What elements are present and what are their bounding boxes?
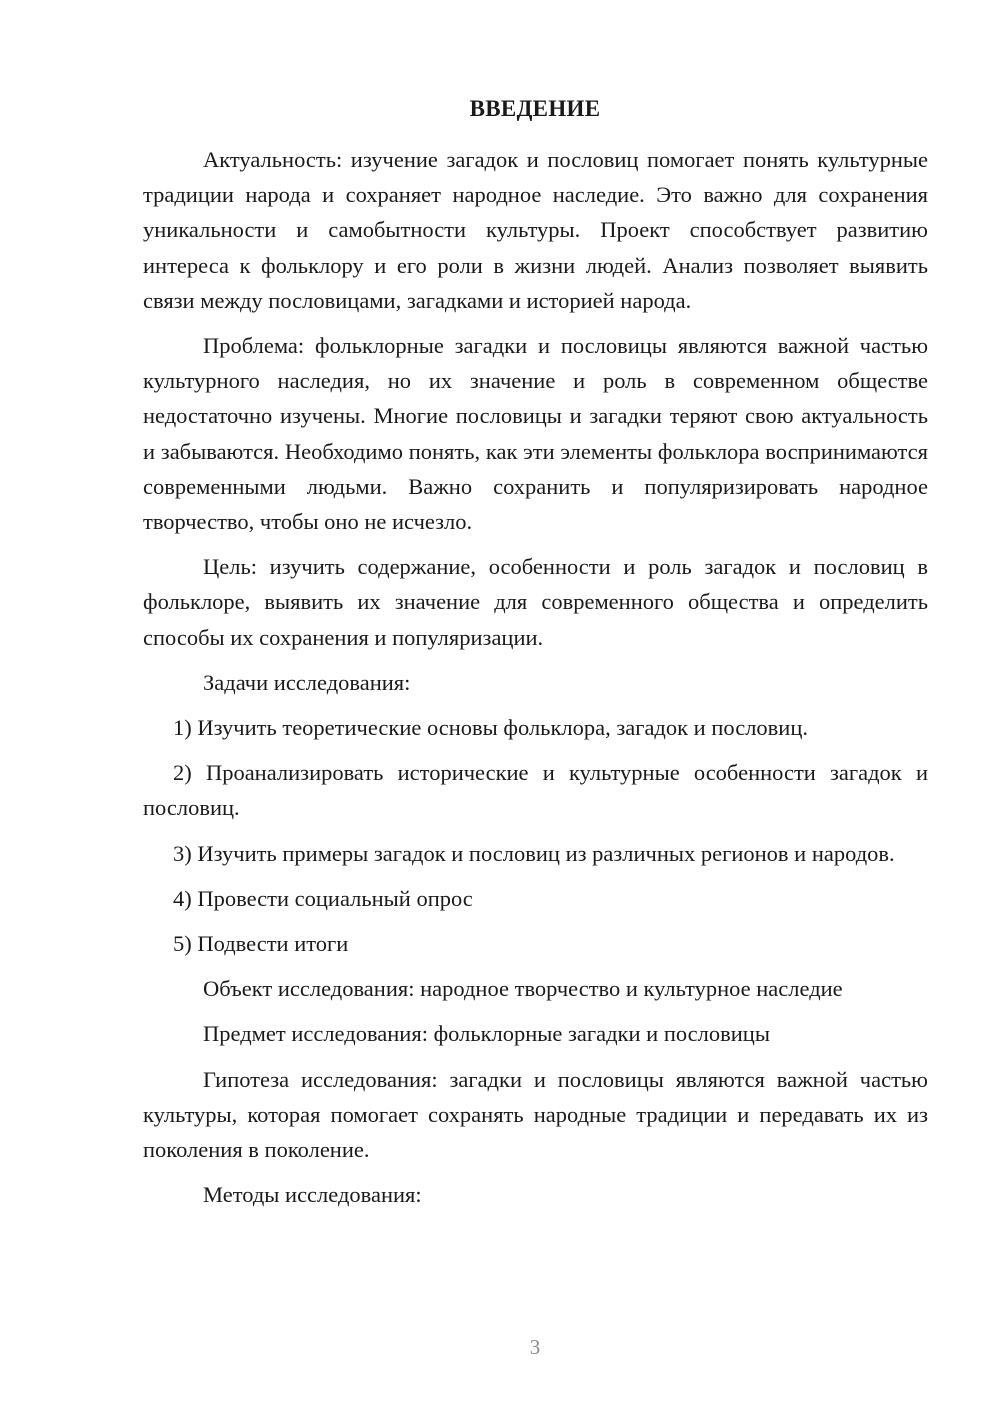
- paragraph-problem: Проблема: фольклорные загадки и пословицы являются важной частью культурного наследия, но их значение и роль в современном обществе недостаточно изучены. Многие пословицы и загадки теряют свою актуальность и забываются. Необходимо понять, как эти элементы фольклора воспринимаются современными людьми. Важно сохранить и популяризировать народное творчество, чтобы оно не исчезло.: [143, 333, 928, 535]
- task-item-4: 4) Провести социальный опрос: [173, 885, 473, 911]
- paragraph-hypothesis: Гипотеза исследования: загадки и пословицы являются важной частью культуры, которая помогает сохранять народные традиции и передавать их из поколения в поколение.: [143, 1066, 928, 1163]
- paragraph-goal: Цель: изучить содержание, особенности и роль загадок и пословиц в фольклоре, выявить их значение для современного общества и определить способы их сохранения и популяризации.: [143, 554, 928, 650]
- paragraph-object: Объект исследования: народное творчество и культурное наследие: [203, 976, 843, 1002]
- task-item-3: 3) Изучить примеры загадок и пословиц из различных регионов и народов.: [173, 840, 895, 866]
- task-item-5: 5) Подвести итоги: [173, 931, 349, 957]
- task-item-1: 1) Изучить теоретические основы фольклора, загадок и пословиц.: [173, 715, 808, 741]
- task-item-2: 2) Проанализировать исторические и культурные особенности загадок и пословиц.: [143, 760, 928, 821]
- paragraph-tasks-heading: Задачи исследования:: [203, 669, 411, 695]
- paragraph-relevance: Актуальность: изучение загадок и пословиц помогает понять культурные традиции народа и сохраняет народное наследие. Это важно для сохранения уникальности и самобытности культуры. Проект способствует развитию интереса к фольклору и его роли в жизни людей. Анализ позволяет выявить связи между пословицами, загадками и историей народа.: [143, 147, 928, 313]
- document-body: [143, 142, 928, 1222]
- page-title: ВВЕДЕНИЕ: [469, 96, 601, 121]
- paragraph-methods: Методы исследования:: [203, 1182, 422, 1208]
- page-number: 3: [529, 1335, 541, 1359]
- paragraph-subject: Предмет исследования: фольклорные загадки и пословицы: [203, 1021, 770, 1047]
